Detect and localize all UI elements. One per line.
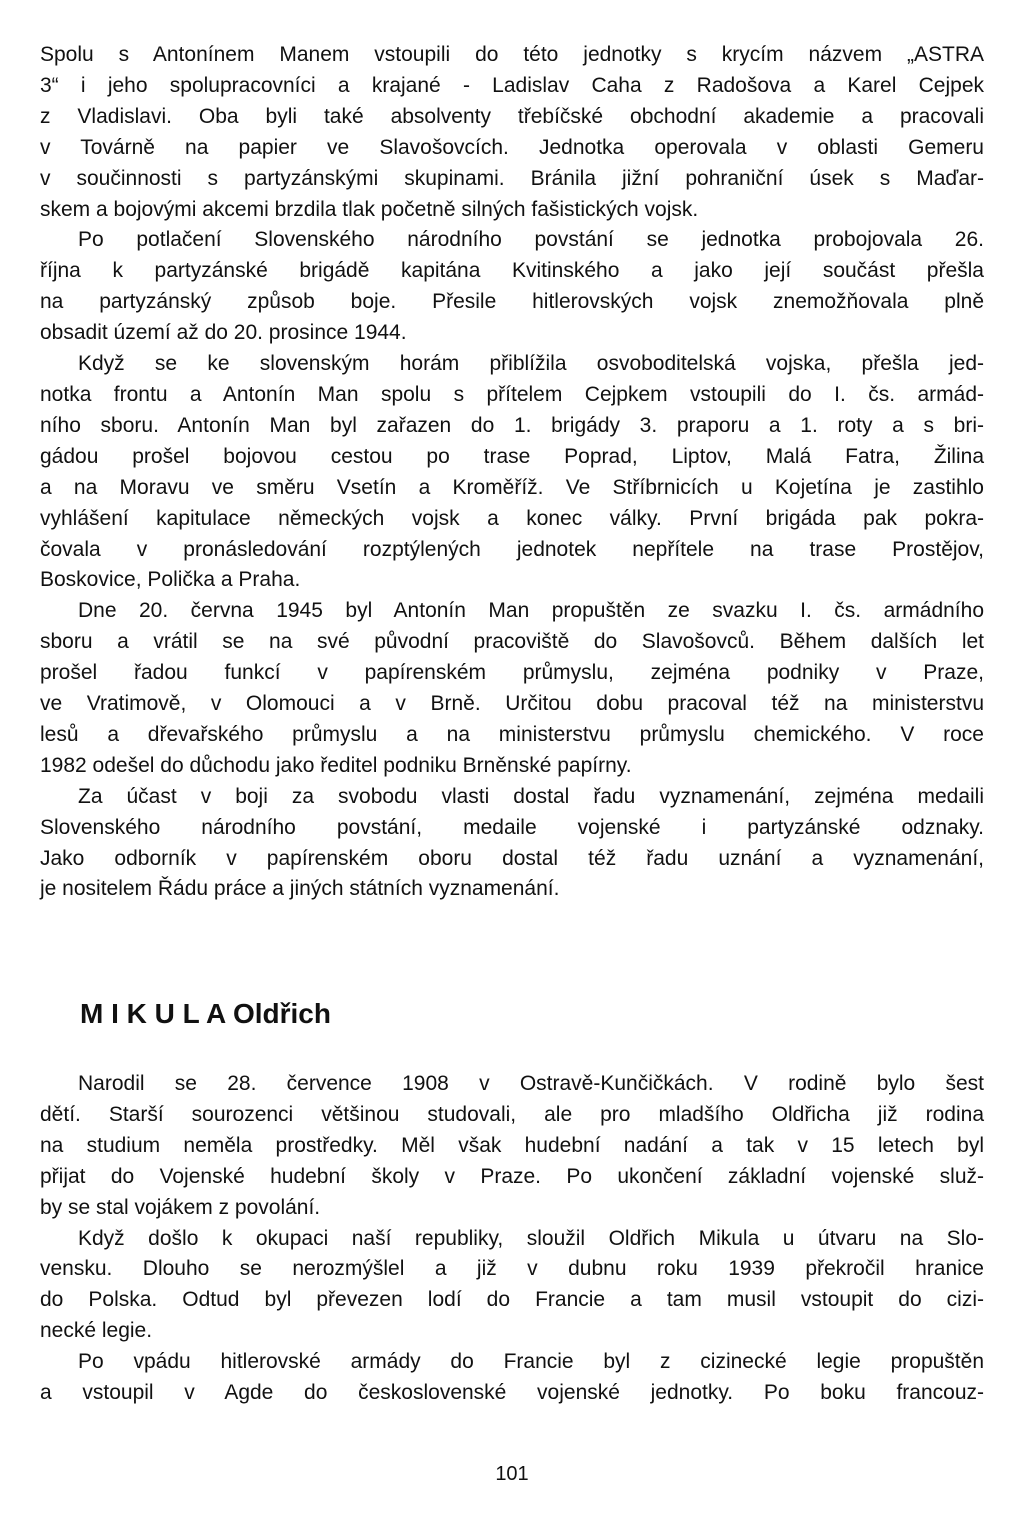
paragraph-line: vensku. Dlouho se nerozmýšlel a již v dubnu roku 1939 překročil hranice bbox=[40, 1257, 984, 1281]
paragraph-line: 3“ i jeho spolupracovníci a krajané - Ladislav Caha z Radošova a Karel Cejpek bbox=[40, 73, 984, 97]
paragraph-line: a na Moravu ve směru Vsetín a Kroměříž. Ve Stříbrnicích u Kojetína je zastihlo bbox=[40, 475, 984, 499]
paragraph-line: obsadit území až do 20. prosince 1944. bbox=[40, 321, 407, 345]
paragraph-line: do Polska. Odtud byl převezen lodí do Francie a tam musil vstoupit do cizi- bbox=[40, 1288, 984, 1312]
paragraph-line: v Továrně na papier ve Slavošovcích. Jednotka operovala v oblasti Gemeru bbox=[40, 135, 984, 159]
paragraph-line: lesů a dřevařského průmyslu a na ministerstvu průmyslu chemického. V roce bbox=[40, 722, 984, 746]
paragraph-line: čovala v pronásledování rozptýlených jednotek nepřítele na trase Prostějov, bbox=[40, 537, 984, 561]
paragraph-line: Narodil se 28. července 1908 v Ostravě-Kunčičkách. V rodině bylo šest bbox=[78, 1072, 984, 1095]
paragraph-line: přijat do Vojenské hudební školy v Praze. Po ukončení základní vojenské služ- bbox=[40, 1164, 984, 1188]
paragraph-line: října k partyzánské brigádě kapitána Kvitinského a jako její součást přešla bbox=[40, 259, 984, 283]
paragraph-line: skem a bojovými akcemi brzdila tlak početně silných fašistických vojsk. bbox=[40, 197, 699, 221]
paragraph-line: Slovenského národního povstání, medaile vojenské i partyzánské odznaky. bbox=[40, 815, 984, 839]
paragraph-line: sboru a vrátil se na své původní pracoviště do Slavošovců. Během dalších let bbox=[40, 630, 984, 654]
paragraph-line: Jako odborník v papírenském oboru dostal též řadu uznání a vyznamenání, bbox=[40, 846, 984, 870]
paragraph-line: Dne 20. června 1945 byl Antonín Man propuštěn ze svazku I. čs. armádního bbox=[78, 599, 984, 623]
page-number: 101 bbox=[495, 1463, 529, 1485]
paragraph-line: by se stal vojákem z povolání. bbox=[40, 1195, 321, 1219]
paragraph-line: na studium neměla prostředky. Měl však hudební nadání a tak v 15 letech byl bbox=[40, 1133, 984, 1157]
paragraph-line: Po potlačení Slovenského národního povstání se jednotka probojovala 26. bbox=[78, 228, 984, 252]
paragraph-line: notka frontu a Antonín Man spolu s přítelem Cejpkem vstoupili do I. čs. armád- bbox=[40, 382, 984, 406]
paragraph-line: Když došlo k okupaci naší republiky, sloužil Oldřich Mikula u útvaru na Slo- bbox=[78, 1226, 984, 1250]
paragraph-line: ve Vratimově, v Olomouci a v Brně. Určitou dobu pracoval též na ministerstvu bbox=[40, 692, 984, 716]
paragraph-line: v součinnosti s partyzánskými skupinami. Bránila jižní pohraniční úsek s Maďar- bbox=[40, 166, 984, 190]
paragraph-line: je nositelem Řádu práce a jiných státních vyznamenání. bbox=[40, 877, 560, 901]
section-heading: M I K U L A Oldřich bbox=[80, 998, 331, 1029]
paragraph-line: vyhlášení kapitulace německých vojsk a konec války. První brigáda pak pokra- bbox=[40, 506, 984, 530]
paragraph-line: na partyzánský způsob boje. Přesile hitlerovských vojsk znemožňovala plně bbox=[40, 290, 984, 314]
paragraph-line: necké legie. bbox=[40, 1319, 153, 1343]
paragraph-line: Spolu s Antonínem Manem vstoupili do této jednotky s krycím názvem „ASTRA bbox=[40, 43, 984, 66]
paragraph-line: gádou prošel bojovou cestou po trase Poprad, Liptov, Malá Fatra, Žilina bbox=[40, 444, 984, 468]
paragraph-line: Boskovice, Polička a Praha. bbox=[40, 568, 301, 592]
paragraph-line: a vstoupil v Agde do československé vojenské jednotky. Po boku francouz- bbox=[40, 1381, 984, 1405]
paragraph-line: 1982 odešel do důchodu jako ředitel podniku Brněnské papírny. bbox=[40, 753, 632, 777]
paragraph-line: Když se ke slovenským horám přiblížila osvoboditelská vojska, přešla jed- bbox=[78, 352, 984, 376]
paragraph-line: Po vpádu hitlerovské armády do Francie byl z cizinecké legie propuštěn bbox=[78, 1350, 984, 1374]
paragraph-line: Za účast v boji za svobodu vlasti dostal řadu vyznamenání, zejména medaili bbox=[78, 784, 984, 808]
paragraph-line: z Vladislavi. Oba byli také absolventy třebíčské obchodní akademie a pracovali bbox=[40, 104, 984, 128]
paragraph-line: prošel řadou funkcí v papírenském průmyslu, zejména podniky v Praze, bbox=[40, 661, 984, 685]
text-section-mikula bbox=[40, 1069, 984, 1409]
paragraph-line: ního sboru. Antonín Man byl zařazen do 1. brigády 3. praporu a 1. roty a s bri- bbox=[40, 413, 984, 437]
text-section-man bbox=[40, 40, 984, 905]
paragraph-line: dětí. Starší sourozenci většinou studovali, ale pro mladšího Oldřicha již rodina bbox=[40, 1102, 984, 1126]
